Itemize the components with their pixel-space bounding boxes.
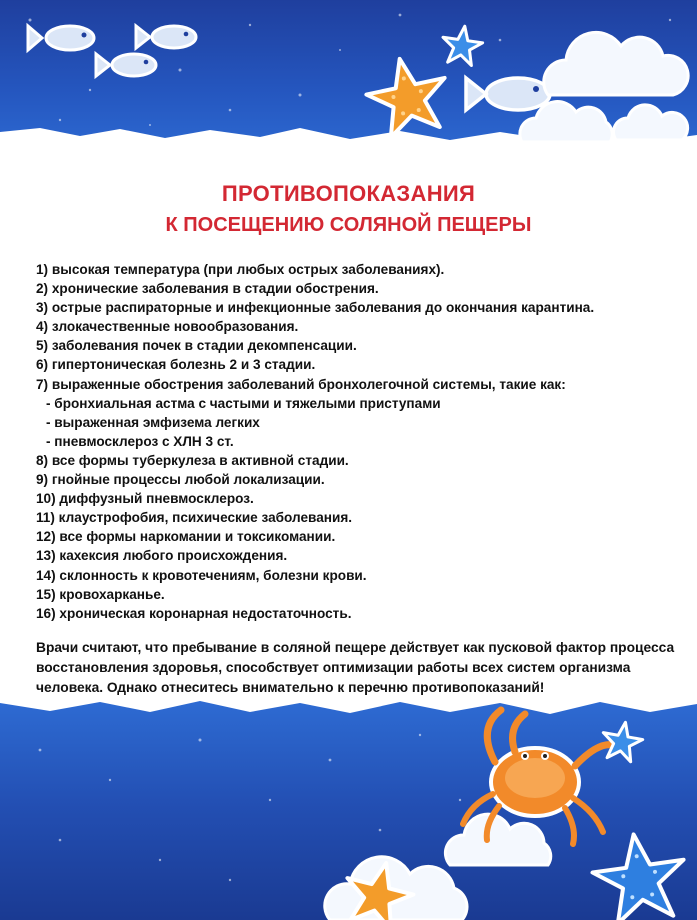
closing-paragraph: Врачи считают, что пребывание в соляной пещере действует как пусковой фактор процесса восстановления здоровья, способствует оптимизации работы всех систем организма человека. Однако отнеситесь внимательно к перечню противопоказаний!	[36, 640, 675, 695]
list-subitem: - выраженная эмфизема легких	[46, 414, 260, 430]
list-item: 15) кровохарканье.	[36, 586, 165, 602]
list-item: 13) кахексия любого происхождения.	[36, 548, 288, 564]
list-item: 4) злокачественные новообразования.	[36, 319, 299, 335]
list-item: 3) острые распираторные и инфекционные заболевания до окончания карантина.	[36, 300, 595, 316]
list-item: 11) клаустрофобия, психические заболевания.	[36, 510, 353, 526]
list-item: 8) все формы туберкулеза в активной стадии.	[36, 452, 349, 468]
title-line-2: К ПОСЕЩЕНИЮ СОЛЯНОЙ ПЕЩЕРЫ	[165, 214, 532, 236]
title-line-1: ПРОТИВОПОКАЗАНИЯ	[221, 181, 476, 206]
list-item: 16) хроническая коронарная недостаточность.	[36, 605, 352, 621]
list-item: 2) хронические заболевания в стадии обострения.	[36, 281, 379, 297]
list-item: 12) все формы наркомании и токсикомании.	[36, 529, 336, 545]
contraindications-list	[36, 260, 676, 623]
list-item: 5) заболевания почек в стадии декомпенсации.	[36, 338, 357, 354]
list-subitem: - бронхиальная астма с частыми и тяжелыми приступами	[46, 395, 441, 411]
list-item: 1) высокая температура (при любых острых заболеваниях).	[36, 262, 445, 277]
list-item: 14) склонность к кровотечениям, болезни крови.	[36, 567, 367, 583]
list-item: 9) гнойные процессы любой локализации.	[36, 472, 325, 488]
list-item: 6) гипертоническая болезнь 2 и 3 стадии.	[36, 357, 316, 373]
list-item: 10) диффузный пневмосклероз.	[36, 491, 254, 507]
list-subitem: - пневмосклероз с ХЛН 3 ст.	[46, 433, 234, 449]
list-item: 7) выраженные обострения заболеваний бронхолегочной системы, такие как:	[36, 376, 566, 392]
